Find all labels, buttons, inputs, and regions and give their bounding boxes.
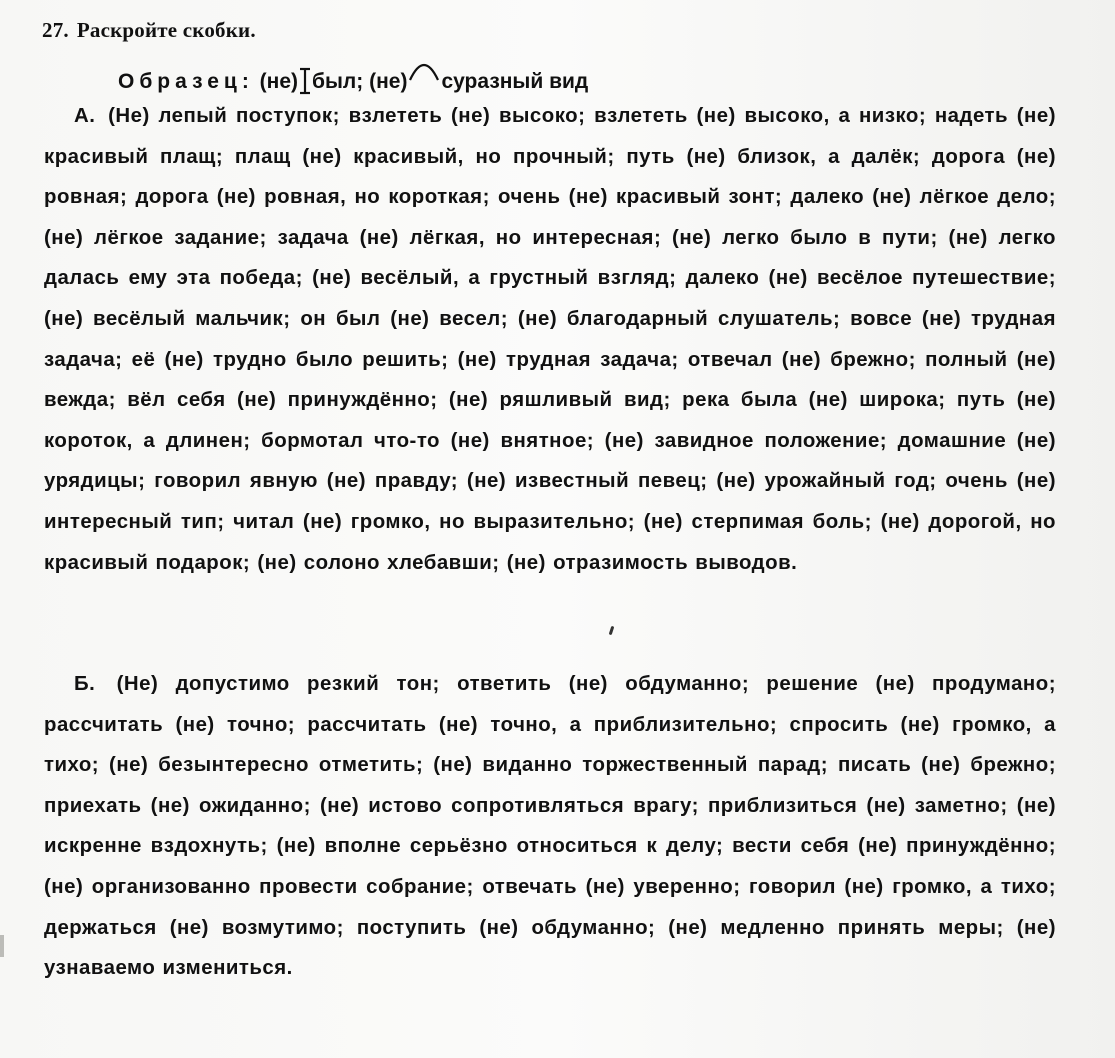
exercise-title: Раскройте скобки. [76, 18, 256, 42]
sample-line [118, 68, 588, 94]
scan-edge-mark [0, 935, 4, 957]
sample-ne-2: (не) [369, 70, 408, 93]
separate-writing-mark-icon [299, 70, 311, 92]
print-speck [609, 626, 615, 635]
sample-word-2: суразный вид [441, 70, 589, 93]
section-a [44, 96, 1056, 583]
section-a-label: А. [74, 105, 96, 127]
section-b-label: Б. [74, 673, 96, 695]
exercise-heading [42, 18, 256, 43]
sample-word-1: был; [312, 70, 364, 93]
section-a-text: (Не) лепый поступок; взлететь (не) высоко; взлететь (не) высоко, а низко; надеть (не) красивый плащ; плащ (не) красивый, но прочный; путь (не) близок, а далёк; дорога (не) ровная; дорога (не) ровная, но короткая; очень (не) красивый зонт; далеко (не) лёгкое дело; (не) лёгкое задание; задача (не) лёгкая, но интересная; (не) легко было в пути; (не) легко далась ему эта победа; (не) весёлый, а грустный взгляд; далеко (не) весёлое путешествие; (не) весёлый мальчик; он был (не) весел; (не) благодарный слушатель; вовсе (не) трудная задача; её (не) трудно было решить; (не) трудная задача; отвечал (не) брежно; полный (не) вежда; вёл себя (не) принуждённо; (не) ряшливый вид; река была (не) широка; путь (не) короток, а длинен; бормотал что-то (не) внятное; (не) завидное положение; домашние (не) урядицы; говорил явную (не) правду; (не) известный певец; (не) урожайный год; очень (не) интересный тип; читал (не) громко, но выразительно; (не) стерпимая боль; (не) дорогой, но красивый подарок; (не) солоно хлебавши; (не) отразимость выводов. [44, 105, 1056, 574]
bleed-through-text [560, 28, 1080, 46]
joined-writing-arc-icon [407, 68, 441, 90]
section-b [44, 664, 1056, 989]
exercise-number: 27. [42, 18, 69, 42]
sample-label: Образец: [118, 70, 254, 93]
section-b-text: (Не) допустимо резкий тон; ответить (не) обдуманно; решение (не) продумано; рассчитать (не) точно; рассчитать (не) точно, а приблизительно; спросить (не) громко, а тихо; (не) безынтересно отметить; (не) виданно торжественный парад; писать (не) брежно; приехать (не) ожиданно; (не) истово сопротивляться врагу; приблизиться (не) заметно; (не) искренне вздохнуть; (не) вполне серьёзно относиться к делу; вести себя (не) принуждённо; (не) организованно провести собрание; отвечать (не) уверенно; говорил (не) громко, а тихо; держаться (не) возмутимо; поступить (не) обдуманно; (не) медленно принять меры; (не) узнаваемо измениться. [44, 673, 1056, 980]
sample-ne-1: (не) [259, 70, 299, 93]
